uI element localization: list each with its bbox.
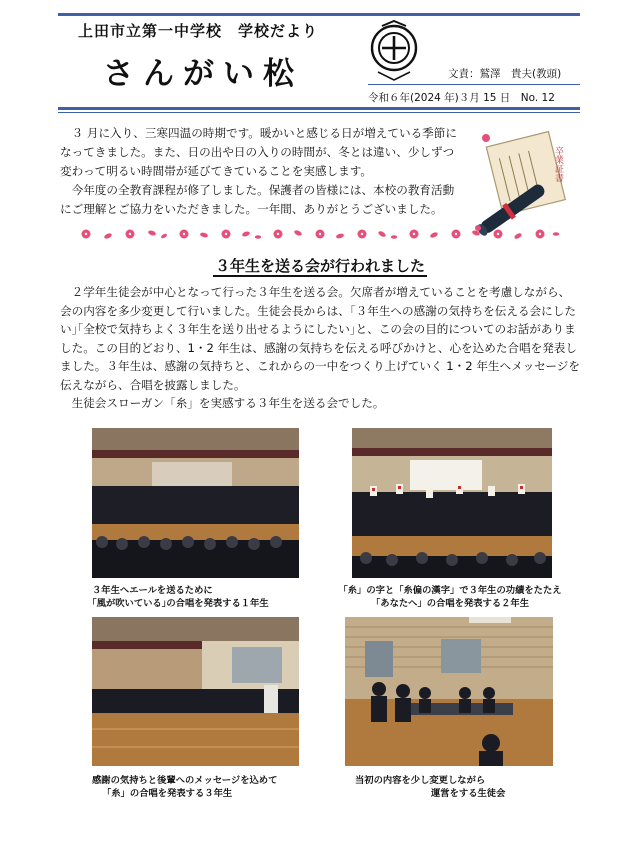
school-emblem-icon bbox=[368, 20, 420, 82]
article-heading bbox=[0, 255, 640, 276]
caption-photo-4 bbox=[355, 774, 505, 800]
caption-photo-1 bbox=[92, 584, 269, 610]
issue-rule bbox=[368, 84, 580, 85]
caption-1-line-2: ｢風が吹いている｣の合唱を発表する１年生 bbox=[92, 598, 269, 609]
caption-3-line-2: 「糸」の合唱を発表する３年生 bbox=[102, 788, 233, 799]
issue-date: 令和６年(2024 年)３月 15 日 No. 12 bbox=[368, 92, 555, 104]
sakura-divider bbox=[80, 226, 560, 242]
caption-2-line-1: 「糸」の字と「糸偏の漢字」で３年生の功績をたたえ bbox=[338, 585, 562, 596]
article-paragraph-2: 生徒会スローガン「糸」を実感する３年生を送る会でした。 bbox=[71, 396, 385, 410]
photo-third-year-chorus bbox=[92, 617, 299, 766]
top-rule bbox=[58, 13, 580, 16]
intro-paragraph-2: 今年度の全教育課程が修了しました。保護者の皆様には、本校の教育活動にご理解とご協力をいただきました。一年間、ありがとうございました。 bbox=[60, 183, 455, 216]
photo-student-council bbox=[345, 617, 553, 766]
article-paragraph-1: ２学年生徒会が中心となって行った３年生を送る会。欠席者が増えていることを考慮しながら、会の内容を多少変更して行いました。生徒会長からは、｢３年生への感謝の気持ちを伝える会にしたい｣｢全校で気持ちよく３年生を送り出せるようにしたい｣と、この会の目的についてのお話がありました。この目的どおり、1・2 年生は、感謝の気持ちを伝える呼びかけと、心を込めた合唱を発表しました。３年生は、感謝の気持ちと、これからの一中をつくり上げていく 1・2 年生へメッセージを伝えながら、合唱を披露しました。 bbox=[60, 285, 580, 392]
caption-4-line-2: 運営をする生徒会 bbox=[431, 788, 506, 799]
caption-2-line-2: 「あなたへ」の合唱を発表する２年生 bbox=[370, 598, 530, 609]
school-name: 上田市立第一中学校 学校だより bbox=[78, 22, 319, 40]
caption-photo-2 bbox=[330, 584, 570, 610]
caption-4-line-1: 当初の内容を少し変更しながら bbox=[355, 775, 486, 786]
article-heading-text: ３年生を送る会が行われました bbox=[214, 257, 425, 275]
intro-text bbox=[60, 124, 460, 219]
photo-second-year-chorus bbox=[352, 428, 552, 578]
article-body bbox=[60, 283, 580, 413]
masthead-rule-thick bbox=[58, 107, 580, 110]
caption-1-line-1: ３年生へエールを送るために bbox=[92, 585, 213, 596]
masthead-rule-thin bbox=[58, 112, 580, 113]
author-credit: 文責：鷲澤 貴夫(教頭) bbox=[448, 68, 562, 80]
caption-3-line-1: 感謝の気持ちと後輩へのメッセージを込めて bbox=[92, 775, 278, 786]
caption-photo-3 bbox=[92, 774, 277, 800]
intro-paragraph-1: ３ 月に入り、三寒四温の時期です。暖かいと感じる日が増えている季節になってきました。また、日の出や日の入りの時間が、冬とは違い、少しずつ変わって明るい時間帯が延びてきていることを実感します。 bbox=[60, 126, 457, 178]
diploma-illustration bbox=[470, 128, 570, 238]
diploma-label: 卒業証書 bbox=[553, 146, 563, 182]
photo-first-year-chorus bbox=[92, 428, 299, 578]
newsletter-title: さんがい松 bbox=[103, 56, 303, 92]
